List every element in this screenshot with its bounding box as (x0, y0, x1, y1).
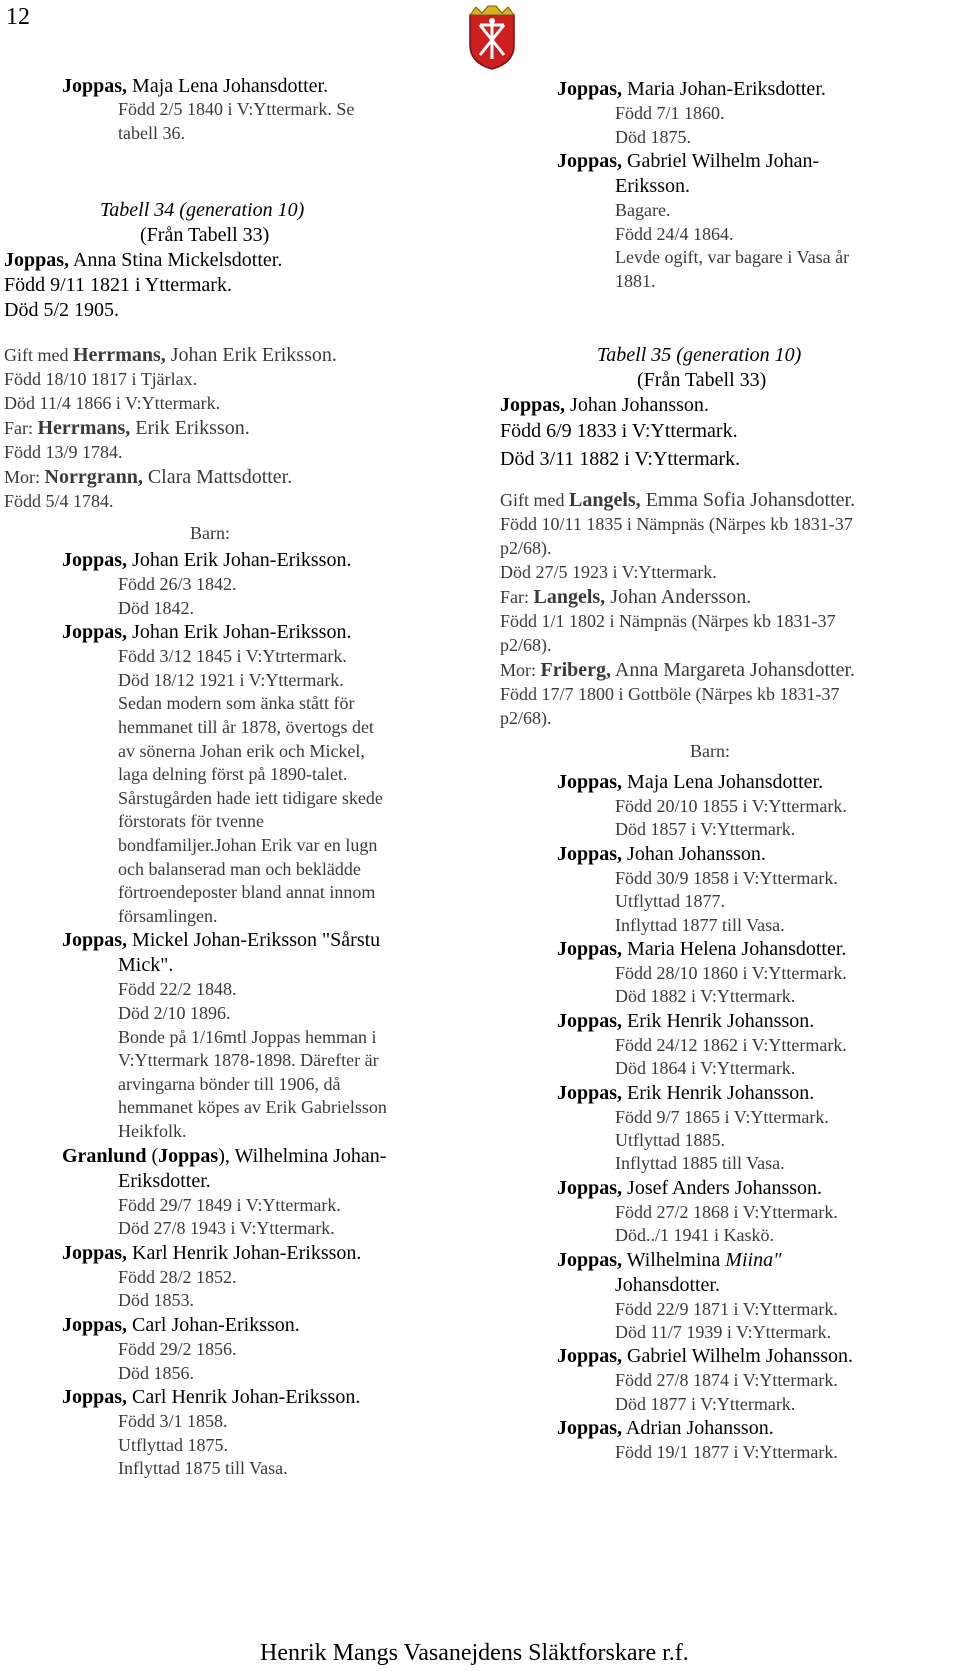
text-span: Joppas, (62, 1314, 128, 1336)
child-name (557, 939, 846, 959)
text-span: Friberg, (540, 659, 612, 681)
child-detail (615, 104, 725, 122)
text-span: Gabriel Wilhelm Johan- (622, 150, 820, 173)
text-span: Mor: (500, 660, 541, 680)
footer: Henrik Mangs Vasanejdens Släktforskare r.f. (260, 1640, 689, 1666)
text-span: arvingarna bönder till 1906, då (118, 1073, 341, 1094)
child-detail (615, 869, 838, 887)
page-number: 12 (6, 4, 30, 30)
text-span: Joppas, (557, 1417, 623, 1440)
text-span: Död 1842. (118, 597, 194, 618)
child-detail (615, 201, 670, 219)
child-detail (615, 128, 691, 146)
text-span: Utflyttad 1877. (615, 891, 725, 912)
text-span: Carl Johan-Eriksson. (127, 1314, 300, 1336)
text-span: Wilhelmina Johan- (229, 1144, 387, 1167)
text-span: Född 19/1 1877 i V:Yttermark. (615, 1442, 838, 1463)
text-span: Joppas (158, 1144, 219, 1167)
text-span: Gift med (4, 345, 73, 365)
text-span: Född 29/2 1856. (118, 1339, 237, 1359)
text-span: Född 22/9 1871 i V:Yttermark. (615, 1298, 838, 1319)
child-detail (615, 1203, 838, 1221)
text-span: Född 20/10 1855 i V:Yttermark. (615, 796, 847, 816)
text-span: Far: (500, 587, 534, 607)
child-detail (615, 1300, 838, 1318)
father-detail (500, 612, 835, 630)
child-detail (615, 225, 734, 243)
child-detail (615, 272, 656, 290)
text-span: Josef Anders Johansson. (622, 1176, 823, 1199)
child-name (557, 1178, 822, 1198)
mother-detail (500, 685, 839, 703)
child-name (557, 844, 766, 864)
text-span: Adrian Johansson. (622, 1417, 774, 1440)
text-span: Joppas, (557, 1248, 623, 1271)
text-span: Tabell 35 (generation 10) (597, 344, 802, 366)
text-span: Utflyttad 1885. (615, 1130, 725, 1150)
text-span: Sårstugården hade iett tidigare skede (118, 787, 383, 808)
text-span: Joppas, (557, 1176, 623, 1199)
text-span: Död 27/5 1923 i V:Yttermark. (500, 562, 717, 582)
text-span: Johan Erik Johan-Eriksson. (127, 549, 352, 571)
text-span: Heikfolk. (118, 1121, 187, 1141)
father-name (500, 587, 751, 607)
text-span: laga delning först på 1890-talet. (118, 764, 348, 785)
text-span: p2/68). (500, 538, 552, 558)
text-span: Död 11/4 1866 i V:Yttermark. (4, 393, 221, 413)
child-detail (615, 1036, 847, 1054)
child-detail (615, 1371, 838, 1389)
text-span: Joppas, (62, 75, 128, 97)
text-span: Inflyttad 1877 till Vasa. (615, 914, 785, 935)
child-name (557, 151, 819, 171)
text-span: Död 1856. (118, 1362, 194, 1383)
text-span: Inflyttad 1885 till Vasa. (615, 1153, 785, 1174)
child-detail (615, 1323, 831, 1341)
text-span: Barn: (690, 741, 730, 761)
text-span: Maja Lena Johansdotter. (622, 771, 824, 793)
text-span: förstorats för tvenne (118, 811, 264, 832)
text-span: Joppas, (4, 249, 70, 271)
text-span: Joppas, (557, 771, 623, 793)
child-detail (615, 820, 795, 838)
text-span: Clara Mattsdotter. (142, 466, 293, 488)
text-span: Död 27/8 1943 i V:Yttermark. (118, 1218, 335, 1239)
text-span: Joppas, (62, 549, 128, 571)
text-span: Född 24/12 1862 i V:Yttermark. (615, 1034, 847, 1055)
child-detail (615, 987, 795, 1005)
text-span: Joppas, (557, 842, 623, 865)
text-span: Johansdotter. (615, 1273, 720, 1296)
head-name (500, 395, 709, 415)
text-span: Miina" (725, 1248, 782, 1271)
text-span: Död 11/7 1939 i V:Yttermark. (615, 1322, 832, 1342)
text-span: Född 9/11 1821 i Yttermark. (4, 274, 232, 296)
text-span: Maria Johan-Eriksdotter. (622, 78, 826, 100)
text-span: Död 18/12 1921 i V:Yttermark. (118, 669, 344, 690)
text-span: Eriksdotter. (118, 1169, 211, 1192)
text-span: Död 1877 i V:Yttermark. (615, 1393, 796, 1414)
child-detail (615, 964, 847, 982)
text-span: Född 27/8 1874 i V:Yttermark. (615, 1370, 838, 1391)
text-span: Joppas, (557, 78, 623, 100)
text-span: ), (218, 1144, 230, 1167)
text-span: Född 9/7 1865 i V:Yttermark. (615, 1106, 829, 1127)
text-span: Tabell 34 (generation 10) (100, 199, 305, 221)
text-span: Johan Johansson. (622, 842, 766, 865)
text-span: Joppas, (62, 1241, 128, 1264)
child-detail (615, 1154, 785, 1172)
child-name (557, 1011, 814, 1031)
spouse-detail (500, 563, 717, 581)
spouse-name (500, 490, 855, 510)
text-span: Född 3/1 1858. (118, 1411, 228, 1432)
text-span: Mor: (4, 467, 45, 487)
text-span: Född 3/12 1845 i V:Ytrtermark. (118, 646, 347, 667)
text-span: Född 2/5 1840 i V:Yttermark. Se (118, 99, 355, 119)
text-span: Levde ogift, var bagare i Vasa år (615, 247, 850, 268)
text-span: Joppas, (557, 1009, 623, 1032)
text-span: Död 5/2 1905. (4, 299, 119, 321)
text-span: Född 5/4 1784. (4, 491, 114, 511)
text-span: Född 1/1 1802 i Nämpnäs (Närpes kb 1831-37 (500, 611, 836, 631)
text-span: Död 3/11 1882 i V:Yttermark. (500, 448, 741, 470)
text-span: Född 10/11 1835 i Nämpnäs (Närpes kb 1831-37 (500, 514, 853, 534)
text-span: 1881. (615, 271, 656, 291)
text-span: (Från Tabell 33) (140, 224, 270, 246)
text-span: Född 28/10 1860 i V:Yttermark. (615, 963, 847, 983)
child-detail (615, 1108, 829, 1126)
text-span: Född 27/2 1868 i V:Yttermark. (615, 1201, 838, 1222)
text-span: Joppas, (557, 1081, 623, 1104)
child-detail (615, 1226, 774, 1244)
text-span: Född 30/9 1858 i V:Yttermark. (615, 867, 838, 888)
text-span: Maja Lena Johansdotter. (127, 75, 329, 97)
child-detail (615, 1395, 795, 1413)
text-span: Död 1857 i V:Yttermark. (615, 819, 796, 840)
text-span: hemmanet köpes av Erik Gabrielsson (118, 1097, 387, 1118)
text-span: Far: (4, 418, 38, 438)
text-span: Carl Henrik Johan-Eriksson. (127, 1386, 361, 1409)
text-span: Langels, (533, 586, 606, 608)
text-span: Utflyttad 1875. (118, 1434, 228, 1455)
text-span: tabell 36. (118, 123, 185, 143)
text-span: (Från Tabell 33) (637, 369, 767, 391)
text-span: Död 1853. (118, 1290, 194, 1311)
child-detail (615, 1131, 725, 1149)
child-name-cont (615, 1275, 720, 1295)
text-span: Joppas, (557, 150, 623, 173)
text-span: församlingen. (118, 905, 218, 926)
text-span: Granlund (62, 1144, 147, 1167)
text-span: Barn: (190, 523, 230, 543)
table-title (597, 345, 801, 365)
text-span: av sönerna Johan erik och Mickel, (118, 740, 365, 761)
text-span: Död 2/10 1896. (118, 1003, 231, 1023)
text-span: Född 17/7 1800 i Gottböle (Närpes kb 1831-37 (500, 684, 840, 704)
text-span: Född 29/7 1849 i V:Yttermark. (118, 1194, 341, 1215)
child-name (557, 1418, 774, 1438)
child-name (557, 1346, 853, 1366)
child-name (557, 79, 826, 99)
child-detail (615, 1059, 795, 1077)
mother-detail (500, 709, 552, 727)
text-span: förtroendeposter bland annat innom (118, 882, 376, 903)
text-span: Inflyttad 1875 till Vasa. (118, 1458, 288, 1479)
head-died (500, 449, 740, 469)
father-detail (500, 636, 552, 654)
child-detail (615, 892, 725, 910)
text-span: Anna Margareta Johansdotter. (611, 659, 856, 681)
text-span: Erik Eriksson. (130, 417, 250, 439)
text-span: Född 7/1 1860. (615, 103, 725, 123)
child-name-cont (615, 176, 690, 196)
text-span: Anna Stina Mickelsdotter. (69, 249, 283, 271)
text-span: Joppas, (62, 1386, 128, 1409)
mother-name (500, 660, 855, 680)
child-detail (615, 916, 785, 934)
text-span: Död 1875. (615, 126, 691, 147)
text-span: Erik Henrik Johansson. (622, 1081, 815, 1104)
text-span: Eriksson. (615, 175, 690, 198)
text-span: Joppas, (62, 929, 128, 952)
child-name (557, 1083, 814, 1103)
text-span: Mickel Johan-Eriksson "Sårstu (127, 929, 381, 952)
text-span: ( (146, 1144, 159, 1167)
text-span: Johan Erik Johan-Eriksson. (127, 621, 352, 644)
text-span: Sedan modern som änka stått för (118, 693, 355, 714)
text-span: Mick". (118, 954, 174, 977)
text-span: Joppas, (500, 394, 566, 416)
text-span: p2/68). (500, 635, 552, 655)
text-span: bondfamiljer.Johan Erik var en lugn (118, 835, 378, 855)
text-span: Langels, (569, 489, 641, 511)
text-span: Död../1 1941 i Kaskö. (615, 1225, 774, 1246)
text-span: Johan Johansson. (565, 394, 709, 416)
text-span: V:Yttermark 1878-1898. Därefter är (118, 1050, 379, 1071)
text-span: Herrmans, (73, 344, 166, 366)
text-span: Död 1882 i V:Yttermark. (615, 986, 796, 1007)
text-span: Herrmans, (37, 417, 131, 439)
text-span: Född 26/3 1842. (118, 574, 237, 594)
child-detail (615, 797, 847, 815)
text-span: Johan Erik Eriksson. (165, 344, 337, 366)
text-span: Bagare. (615, 200, 671, 221)
text-span: Emma Sofia Johansdotter. (640, 489, 856, 511)
text-span: Född 18/10 1817 i Tjärlax. (4, 369, 198, 389)
child-detail (615, 1443, 838, 1461)
text-span: Född 22/2 1848. (118, 979, 237, 1000)
text-span: Född 6/9 1833 i V:Yttermark. (500, 420, 738, 442)
text-span: Död 1864 i V:Yttermark. (615, 1058, 796, 1079)
text-span: Gift med (500, 490, 569, 510)
text-span: Joppas, (557, 938, 623, 960)
child-name (557, 1250, 781, 1270)
text-span: Karl Henrik Johan-Eriksson. (127, 1241, 362, 1264)
child-name (557, 772, 823, 792)
text-span: p2/68). (500, 708, 552, 728)
text-span: Maria Helena Johansdotter. (622, 938, 847, 960)
text-span: Född 13/9 1784. (4, 442, 123, 462)
child-detail (615, 248, 849, 266)
spouse-detail (500, 539, 552, 557)
text-span: Född 28/2 1852. (118, 1266, 237, 1287)
text-span: Joppas, (557, 1345, 623, 1368)
text-span: Joppas, (62, 621, 128, 644)
text-span: Gabriel Wilhelm Johansson. (622, 1345, 854, 1368)
text-span: Bonde på 1/16mtl Joppas hemman i (118, 1026, 377, 1047)
text-span: Född 24/4 1864. (615, 223, 734, 244)
text-span: Johan Andersson. (605, 586, 752, 608)
head-born (500, 421, 738, 441)
spouse-detail (500, 515, 853, 533)
text-span: och balanserad man och beklädde (118, 858, 361, 879)
text-span: Norrgrann, (44, 466, 143, 488)
text-span: Wilhelmina (622, 1248, 726, 1271)
text-span: Erik Henrik Johansson. (622, 1009, 815, 1032)
table-from (637, 370, 766, 390)
text-span: hemmanet till år 1878, övertogs det (118, 717, 374, 737)
children-label (690, 742, 730, 760)
